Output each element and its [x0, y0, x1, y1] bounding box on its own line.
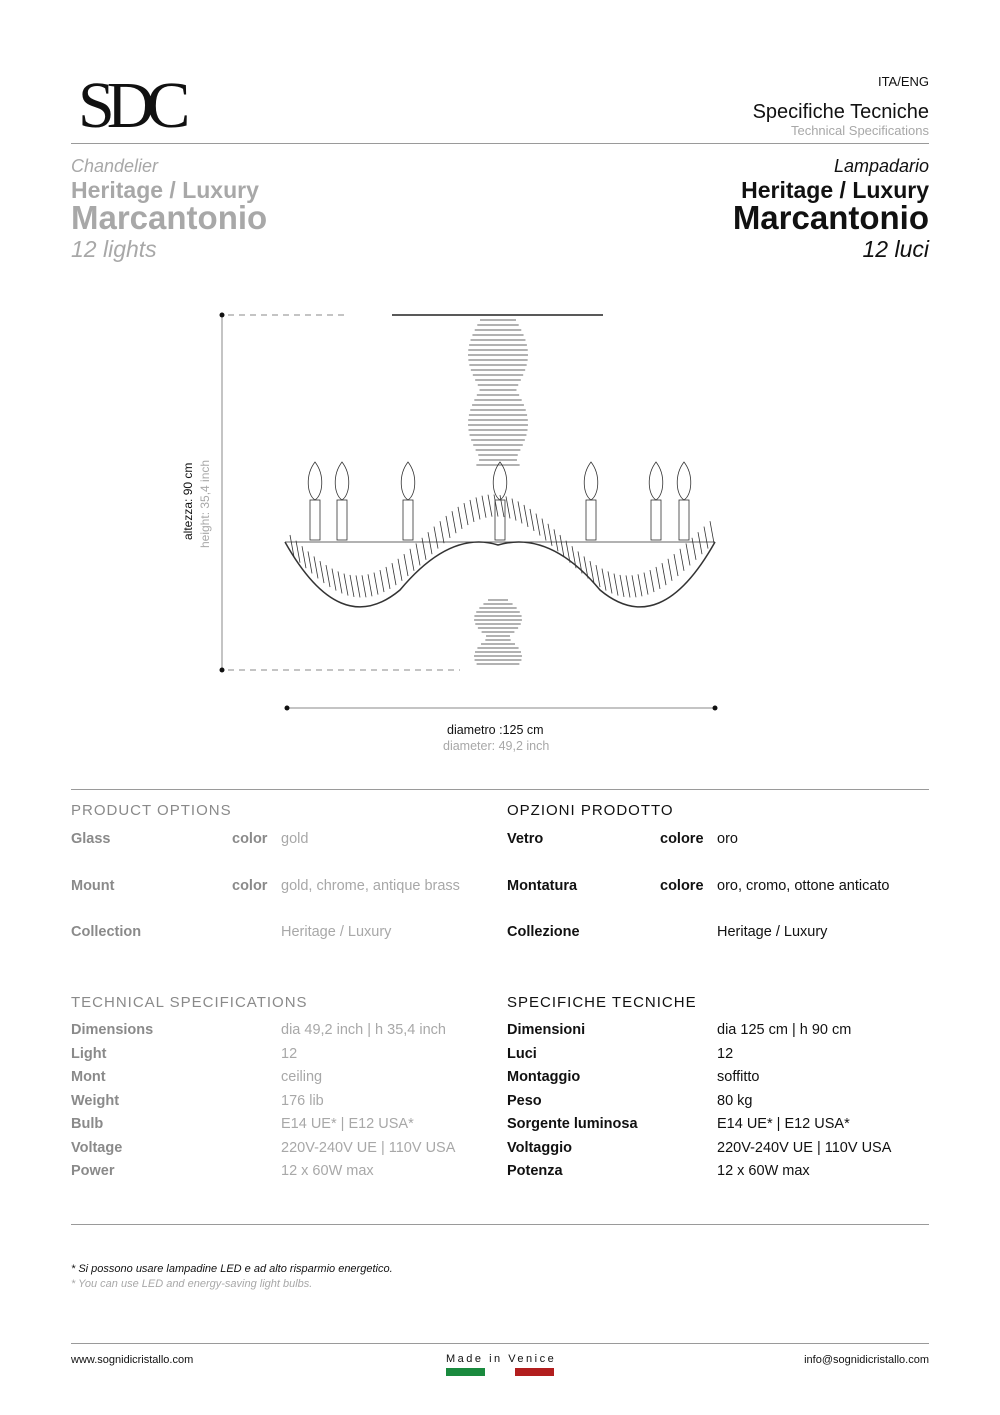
option-label-en: Glass: [71, 831, 111, 847]
footnote-en: * You can use LED and energy-saving light bulbs.: [71, 1278, 313, 1290]
spec-value-it: 80 kg: [717, 1092, 753, 1109]
spec-label-en: Light: [71, 1045, 107, 1062]
spec-label-en: Mont: [71, 1069, 106, 1085]
option-value-en: gold: [281, 831, 309, 847]
option-value-it: oro: [717, 831, 738, 847]
spec-label-it: Voltaggio: [507, 1139, 572, 1156]
spec-value-en: 220V-240V UE | 110V USA: [281, 1139, 456, 1156]
spec-label-en: Power: [71, 1163, 115, 1179]
product-type-en: Chandelier: [71, 156, 159, 176]
tech-specs-heading-it: SPECIFICHE TECNICHE: [507, 994, 697, 1011]
spec-value-en: 12: [281, 1045, 298, 1062]
spec-value-it: dia 125 cm | h 90 cm: [717, 1022, 852, 1038]
spec-value-it: 12: [717, 1045, 734, 1062]
option-sub-it: colore: [660, 877, 704, 894]
tech-specs-heading-en: TECHNICAL SPECIFICATIONS: [71, 994, 308, 1011]
option-label-it: Vetro: [507, 831, 544, 847]
email-link[interactable]: info@sognidicristallo.com: [804, 1354, 929, 1366]
spec-label-en: Voltage: [71, 1139, 123, 1156]
option-label-it: Montatura: [507, 877, 578, 894]
spec-value-en: 176 lib: [281, 1092, 324, 1109]
option-sub-it: colore: [660, 831, 704, 847]
option-sub-en: color: [232, 831, 268, 847]
height-label-it: altezza: 90 cm: [181, 462, 195, 540]
divider: [71, 1224, 929, 1225]
logo: SDC: [78, 69, 183, 142]
spec-value-it: 220V-240V UE | 110V USA: [717, 1139, 892, 1156]
diameter-label-en: diameter: 49,2 inch: [443, 739, 550, 753]
spec-label-en: Bulb: [71, 1116, 104, 1132]
candle: [401, 462, 415, 540]
spec-value-it: 12 x 60W max: [717, 1163, 810, 1179]
made-in-venice: Made in Venice: [446, 1353, 557, 1365]
spec-value-en: ceiling: [281, 1069, 323, 1085]
option-value-it: Heritage / Luxury: [717, 924, 828, 940]
spec-label-it: Sorgente luminosa: [507, 1116, 638, 1132]
language-label: ITA/ENG: [877, 74, 929, 89]
product-name-en: Marcantonio: [71, 199, 268, 236]
diameter-label-it: diametro :125 cm: [447, 723, 544, 737]
candle: [335, 462, 349, 540]
flag-green: [446, 1368, 485, 1376]
option-sub-en: color: [232, 877, 268, 894]
footnote-it: * Si possono usare lampadine LED e ad alto risparmio energetico.: [71, 1263, 393, 1275]
spec-value-en: 12 x 60W max: [281, 1163, 374, 1179]
candle: [308, 462, 322, 540]
candle: [677, 462, 691, 540]
product-options-heading-en: PRODUCT OPTIONS: [71, 802, 232, 819]
option-label-it: Collezione: [507, 924, 580, 940]
website-link[interactable]: www.sognidicristallo.com: [71, 1354, 194, 1366]
candle: [584, 462, 598, 540]
spec-label-it: Dimensioni: [507, 1022, 586, 1038]
spec-label-it: Luci: [507, 1045, 537, 1062]
option-value-en: Heritage / Luxury: [281, 924, 392, 940]
spec-value-en: E14 UE* | E12 USA*: [281, 1116, 414, 1132]
doc-title-it: Specifiche Tecniche: [752, 101, 929, 123]
spec-label-en: Weight: [71, 1092, 120, 1109]
spec-value-it: E14 UE* | E12 USA*: [717, 1116, 850, 1132]
option-value-it: oro, cromo, ottone anticato: [717, 877, 890, 894]
product-name-it: Marcantonio: [732, 199, 929, 236]
spec-label-it: Montaggio: [507, 1069, 581, 1085]
height-label-en: height: 35,4 inch: [198, 459, 212, 548]
flag-red: [515, 1368, 554, 1376]
doc-title-en: Technical Specifications: [790, 123, 929, 138]
candle: [649, 462, 663, 540]
product-options-heading-it: OPZIONI PRODOTTO: [507, 802, 674, 819]
product-collection-en: Heritage / Luxury: [71, 177, 259, 203]
spec-value-en: dia 49,2 inch | h 35,4 inch: [281, 1022, 446, 1038]
spec-label-it: Peso: [507, 1092, 542, 1109]
option-label-en: Collection: [71, 924, 142, 940]
product-collection-it: Heritage / Luxury: [741, 177, 929, 203]
spec-label-en: Dimensions: [71, 1022, 154, 1038]
spec-label-it: Potenza: [507, 1163, 563, 1179]
product-type-it: Lampadario: [833, 156, 929, 176]
option-value-en: gold, chrome, antique brass: [281, 877, 460, 894]
option-label-en: Mount: [71, 877, 115, 894]
divider: [71, 1343, 929, 1344]
product-lights-it: 12 luci: [862, 236, 929, 262]
divider: [71, 789, 929, 790]
spec-value-it: soffitto: [717, 1069, 760, 1085]
product-lights-en: 12 lights: [71, 236, 157, 262]
